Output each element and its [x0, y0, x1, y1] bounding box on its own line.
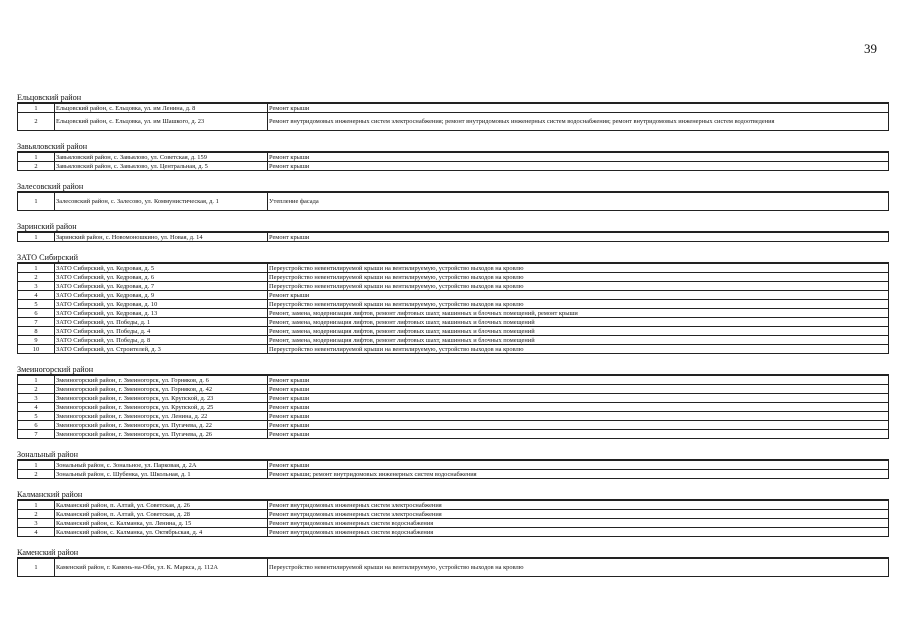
row-number: 2: [18, 470, 55, 479]
work-type-cell: Ремонт крыши: [268, 104, 889, 113]
work-type-cell: Ремонт внутридомовых инженерных систем водоснабжения: [268, 519, 889, 528]
table-row: [18, 282, 889, 291]
work-type-cell: Ремонт крыши; ремонт внутридомовых инженерных систем водоснабжения: [268, 470, 889, 479]
region-table: [17, 263, 889, 354]
row-number: 7: [18, 318, 55, 327]
region-heading: Змеиногорский район: [17, 365, 889, 375]
table-row: [18, 461, 889, 470]
work-type-cell: Ремонт внутридомовых инженерных систем электроснабжения: [268, 501, 889, 510]
address-cell: Змеиногорский район, г. Змеиногорск, ул. Горняков, д. 6: [55, 376, 268, 385]
row-number: 7: [18, 430, 55, 439]
table-row: [18, 113, 889, 131]
row-number: 2: [18, 162, 55, 171]
row-number: 3: [18, 519, 55, 528]
address-cell: Змеиногорский район, г. Змеиногорск, ул. Крупской, д. 25: [55, 403, 268, 412]
work-type-cell: Переустройство невентилируемой крыши на вентилируемую, устройство выходов на кровлю: [268, 300, 889, 309]
region-table: [17, 558, 889, 577]
address-cell: ЗАТО Сибирский, ул. Победы, д. 1: [55, 318, 268, 327]
work-type-cell: Ремонт крыши: [268, 162, 889, 171]
row-number: 1: [18, 264, 55, 273]
table-row: [18, 403, 889, 412]
region-table: [17, 500, 889, 537]
table-row: [18, 430, 889, 439]
table-row: [18, 336, 889, 345]
table-row: [18, 501, 889, 510]
address-cell: Завьяловский район, с. Завьялово, ул. Советская, д. 159: [55, 153, 268, 162]
table-row: [18, 345, 889, 354]
row-number: 5: [18, 300, 55, 309]
address-cell: Змеиногорский район, г. Змеиногорск, ул. Пугачева, д. 22: [55, 421, 268, 430]
table-row: [18, 412, 889, 421]
address-cell: Змеиногорский район, г. Змеиногорск, ул. Ленина, д. 22: [55, 412, 268, 421]
section-gap: [17, 537, 889, 548]
section-gap: [17, 131, 889, 142]
table-row: [18, 327, 889, 336]
address-cell: ЗАТО Сибирский, ул. Победы, д. 4: [55, 327, 268, 336]
region-table: [17, 152, 889, 171]
region-heading: Ельцовский район: [17, 93, 889, 103]
address-cell: ЗАТО Сибирский, ул. Кедровая, д. 6: [55, 273, 268, 282]
row-number: 5: [18, 412, 55, 421]
row-number: 1: [18, 376, 55, 385]
table-row: [18, 104, 889, 113]
work-type-cell: Ремонт крыши: [268, 385, 889, 394]
work-type-cell: Ремонт крыши: [268, 233, 889, 242]
table-row: [18, 470, 889, 479]
row-number: 1: [18, 193, 55, 211]
address-cell: Зональный район, с. Шубенка, ул. Школьная, д. 1: [55, 470, 268, 479]
table-row: [18, 273, 889, 282]
row-number: 1: [18, 104, 55, 113]
address-cell: Калманский район, п. Алтай, ул. Советская, д. 28: [55, 510, 268, 519]
work-type-cell: Переустройство невентилируемой крыши на вентилируемую, устройство выходов на кровлю: [268, 273, 889, 282]
address-cell: Калманский район, п. Алтай, ул. Советская, д. 26: [55, 501, 268, 510]
row-number: 3: [18, 282, 55, 291]
work-type-cell: Ремонт, замена, модернизация лифтов, ремонт лифтовых шахт, машинных и блочных помещений: [268, 327, 889, 336]
row-number: 2: [18, 510, 55, 519]
address-cell: ЗАТО Сибирский, ул. Кедровая, д. 7: [55, 282, 268, 291]
address-cell: ЗАТО Сибирский, ул. Кедровая, д. 9: [55, 291, 268, 300]
work-type-cell: Ремонт внутридомовых инженерных систем электроснабжения: [268, 510, 889, 519]
work-type-cell: Ремонт, замена, модернизация лифтов, ремонт лифтовых шахт, машинных и блочных помещений, ремонт крыши: [268, 309, 889, 318]
address-cell: Залесовский район, с. Залесово, ул. Коммунистическая, д. 1: [55, 193, 268, 211]
table-row: [18, 291, 889, 300]
row-number: 1: [18, 501, 55, 510]
work-type-cell: Переустройство невентилируемой крыши на вентилируемую, устройство выходов на кровлю: [268, 559, 889, 577]
address-cell: Зональный район, с. Зональное, ул. Парковая, д. 2А: [55, 461, 268, 470]
region-table: [17, 232, 889, 242]
work-type-cell: Ремонт крыши: [268, 376, 889, 385]
table-row: [18, 309, 889, 318]
region-table: [17, 375, 889, 439]
page-number: 39: [864, 41, 877, 56]
table-row: [18, 318, 889, 327]
address-cell: Завьяловский район, с. Завьялово, ул. Центральная, д. 5: [55, 162, 268, 171]
section-gap: [17, 439, 889, 450]
work-type-cell: Переустройство невентилируемой крыши на вентилируемую, устройство выходов на кровлю: [268, 264, 889, 273]
row-number: 2: [18, 113, 55, 131]
work-type-cell: Ремонт, замена, модернизация лифтов, ремонт лифтовых шахт, машинных и блочных помещений: [268, 318, 889, 327]
address-cell: ЗАТО Сибирский, ул. Строителей, д. 3: [55, 345, 268, 354]
row-number: 1: [18, 153, 55, 162]
work-type-cell: Ремонт внутридомовых инженерных систем электроснабжения; ремонт внутридомовых инженерных систем водоснабжения; ремонт внутридомовых инженерных систем водоотведения: [268, 113, 889, 131]
table-row: [18, 233, 889, 242]
region-table: [17, 460, 889, 479]
region-heading: Залесовский район: [17, 182, 889, 192]
work-type-cell: Ремонт крыши: [268, 461, 889, 470]
work-type-cell: Утепление фасада: [268, 193, 889, 211]
region-heading: ЗАТО Сибирский: [17, 253, 889, 263]
work-type-cell: Переустройство невентилируемой крыши на вентилируемую, устройство выходов на кровлю: [268, 345, 889, 354]
row-number: 1: [18, 559, 55, 577]
address-cell: ЗАТО Сибирский, ул. Кедровая, д. 5: [55, 264, 268, 273]
row-number: 1: [18, 461, 55, 470]
work-type-cell: Ремонт крыши: [268, 412, 889, 421]
work-type-cell: Ремонт крыши: [268, 291, 889, 300]
region-heading: Калманский район: [17, 490, 889, 500]
row-number: 3: [18, 394, 55, 403]
section-gap: [17, 211, 889, 222]
row-number: 4: [18, 528, 55, 537]
section-gap: [17, 171, 889, 182]
section-gap: [17, 479, 889, 490]
table-row: [18, 394, 889, 403]
row-number: 2: [18, 273, 55, 282]
row-number: 4: [18, 403, 55, 412]
work-type-cell: Ремонт крыши: [268, 421, 889, 430]
region-heading: Каменский район: [17, 548, 889, 558]
table-row: [18, 300, 889, 309]
address-cell: Ельцовский район, с. Ельцовка, ул. им Шашкого, д. 23: [55, 113, 268, 131]
work-type-cell: Ремонт крыши: [268, 403, 889, 412]
table-row: [18, 510, 889, 519]
address-cell: Змеиногорский район, г. Змеиногорск, ул. Крупской, д. 23: [55, 394, 268, 403]
work-type-cell: Ремонт крыши: [268, 394, 889, 403]
address-cell: Заринский район, с. Новомоношкино, ул. Новая, д. 14: [55, 233, 268, 242]
work-type-cell: Ремонт крыши: [268, 153, 889, 162]
work-type-cell: Ремонт, замена, модернизация лифтов, ремонт лифтовых шахт, машинных и блочных помещений: [268, 336, 889, 345]
table-row: [18, 153, 889, 162]
table-row: [18, 421, 889, 430]
address-cell: Калманский район, с. Калманка, ул. Октябрьская, д. 4: [55, 528, 268, 537]
row-number: 4: [18, 291, 55, 300]
region-heading: Завьяловский район: [17, 142, 889, 152]
table-row: [18, 193, 889, 211]
table-row: [18, 264, 889, 273]
address-cell: ЗАТО Сибирский, ул. Победы, д. 8: [55, 336, 268, 345]
region-heading: Зональный район: [17, 450, 889, 460]
row-number: 8: [18, 327, 55, 336]
address-cell: Змеиногорский район, г. Змеиногорск, ул. Пугачева, д. 26: [55, 430, 268, 439]
table-row: [18, 528, 889, 537]
row-number: 9: [18, 336, 55, 345]
table-row: [18, 162, 889, 171]
row-number: 10: [18, 345, 55, 354]
address-cell: ЗАТО Сибирский, ул. Кедровая, д. 10: [55, 300, 268, 309]
work-type-cell: Переустройство невентилируемой крыши на вентилируемую, устройство выходов на кровлю: [268, 282, 889, 291]
repair-program-table: [17, 93, 889, 577]
row-number: 6: [18, 309, 55, 318]
region-table: [17, 192, 889, 211]
region-heading: Заринский район: [17, 222, 889, 232]
address-cell: Ельцовский район, с. Ельцовка, ул. им Ленина, д. 8: [55, 104, 268, 113]
work-type-cell: Ремонт внутридомовых инженерных систем водоснабжения: [268, 528, 889, 537]
row-number: 2: [18, 385, 55, 394]
table-row: [18, 519, 889, 528]
row-number: 1: [18, 233, 55, 242]
row-number: 6: [18, 421, 55, 430]
address-cell: Калманский район, с. Калманка, ул. Ленина, д. 15: [55, 519, 268, 528]
address-cell: ЗАТО Сибирский, ул. Кедровая, д. 13: [55, 309, 268, 318]
table-row: [18, 376, 889, 385]
address-cell: Змеиногорский район, г. Змеиногорск, ул. Горняков, д. 42: [55, 385, 268, 394]
table-row: [18, 385, 889, 394]
work-type-cell: Ремонт крыши: [268, 430, 889, 439]
section-gap: [17, 354, 889, 365]
address-cell: Каменский район, г. Камень-на-Оби, ул. К. Маркса, д. 112А: [55, 559, 268, 577]
section-gap: [17, 242, 889, 253]
table-row: [18, 559, 889, 577]
region-table: [17, 103, 889, 131]
